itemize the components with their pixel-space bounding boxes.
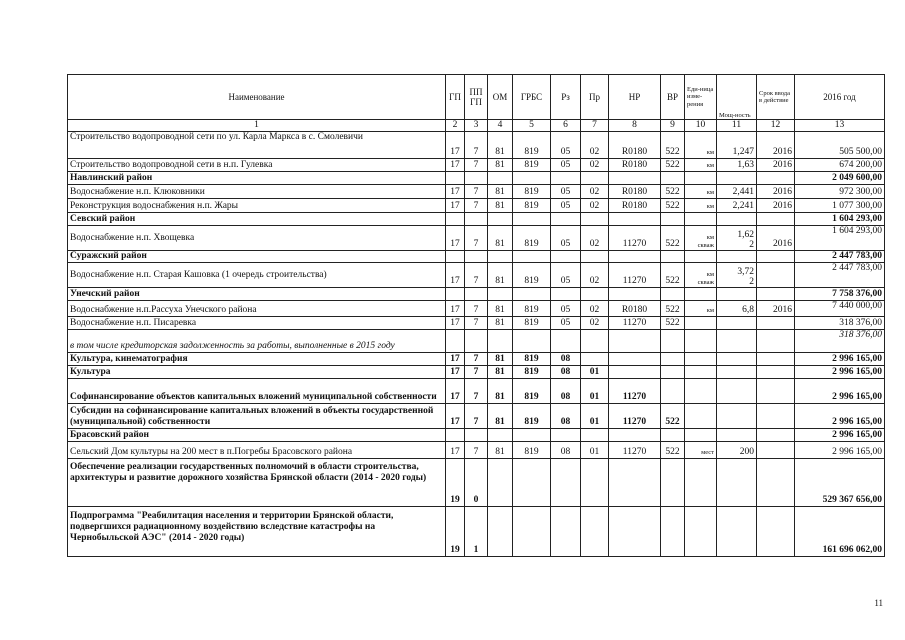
cell-rz: 05 — [551, 159, 581, 172]
district-row — [68, 429, 885, 442]
cell-sum: 505 500,00 — [795, 132, 885, 159]
cell-unit: км — [685, 185, 717, 199]
col-number: 8 — [609, 120, 661, 132]
cell-nr: R0180 — [609, 159, 661, 172]
row-name: Водоснабжение н.п. Хвощевка — [68, 226, 446, 251]
cell-om: 81 — [488, 159, 513, 172]
cell-vr: 522 — [661, 263, 685, 288]
cell-pr: 02 — [581, 159, 609, 172]
cell-sum: 972 300,00 — [795, 185, 885, 199]
header-grbs: ГРБС — [513, 75, 551, 120]
cell-rz: 08 — [551, 442, 581, 459]
row-name: Водоснабжение н.п.Рассуха Унечского района — [68, 301, 446, 317]
cell-sum: 1 604 293,00 — [795, 226, 885, 251]
cell-om: 81 — [488, 366, 513, 379]
header-vr: ВР — [661, 75, 685, 120]
cell-gp: 17 — [446, 442, 465, 459]
cell-gp: 17 — [446, 301, 465, 317]
cell-unit: мест — [685, 442, 717, 459]
cell-sum: 318 376,00 — [795, 317, 885, 330]
cell-ppgp: 7 — [465, 353, 488, 366]
cell-om: 81 — [488, 379, 513, 404]
cell-nr: R0180 — [609, 301, 661, 317]
district-sum: 2 996 165,00 — [795, 429, 885, 442]
cell-om: 81 — [488, 226, 513, 251]
cell-gp: 17 — [446, 199, 465, 213]
cell-vr: 522 — [661, 159, 685, 172]
col-number: 6 — [551, 120, 581, 132]
cell-term: 2016 — [757, 301, 795, 317]
cell-sum: 674 200,00 — [795, 159, 885, 172]
header-term: Срок ввода в действие — [757, 75, 795, 120]
cell-om: 81 — [488, 185, 513, 199]
cell-ppgp: 7 — [465, 132, 488, 159]
cell-om: 81 — [488, 353, 513, 366]
cell-sum: 2 996 165,00 — [795, 442, 885, 459]
cell-grbs: 819 — [513, 199, 551, 213]
header-row — [68, 75, 885, 120]
unit-line: скваж — [697, 279, 714, 286]
col-number: 13 — [795, 120, 885, 132]
section-row — [68, 379, 885, 404]
cell-gp: 17 — [446, 366, 465, 379]
header-nr: НР — [609, 75, 661, 120]
district-row — [68, 172, 885, 185]
cell-pr: 02 — [581, 317, 609, 330]
page-number: 11 — [874, 598, 883, 608]
cell-om: 81 — [488, 199, 513, 213]
district-row — [68, 251, 885, 263]
cell-gp: 17 — [446, 226, 465, 251]
row-name: Культура, кинематография — [68, 353, 446, 366]
power-line: 2 — [749, 277, 754, 287]
unit-line: км — [706, 234, 714, 241]
row-name: Подпрограмма "Реабилитация населения и территории Брянской области, подвергшихся радиационному воздействию вследствие катастрофы на Чернобыльской АЭС" (2014 - 2020 годы) — [68, 507, 446, 557]
col-number: 5 — [513, 120, 551, 132]
district-sum: 2 447 783,00 — [795, 251, 885, 263]
cell-grbs: 819 — [513, 159, 551, 172]
cell-rz: 08 — [551, 404, 581, 429]
cell-om: 81 — [488, 442, 513, 459]
district-sum: 7 758 376,00 — [795, 288, 885, 301]
cell-rz: 05 — [551, 132, 581, 159]
cell-power: 1,247 — [717, 132, 757, 159]
cell-sum: 2 447 783,00 — [795, 263, 885, 288]
cell-grbs: 819 — [513, 404, 551, 429]
power-line: 1,62 — [737, 230, 754, 240]
district-name: Навлинский район — [68, 172, 446, 185]
row-name: Водоснабжение н.п. Старая Кашовка (1 очередь строительства) — [68, 263, 446, 288]
row-name: Строительство водопроводной сети по ул. Карла Маркса в с. Смолевичи — [68, 132, 446, 159]
cell-unit: км — [685, 132, 717, 159]
header-gp: ГП — [446, 75, 465, 120]
row-name: Реконструкция водоснабжения н.п. Жары — [68, 199, 446, 213]
cell-grbs: 819 — [513, 263, 551, 288]
cell-om: 81 — [488, 301, 513, 317]
cell-grbs: 819 — [513, 132, 551, 159]
cell-nr: 11270 — [609, 263, 661, 288]
col-number: 10 — [685, 120, 717, 132]
cell-unit — [685, 226, 717, 251]
cell-grbs: 819 — [513, 317, 551, 330]
cell-vr: 522 — [661, 404, 685, 429]
header-power: Мощ-ность — [717, 75, 757, 120]
cell-om: 81 — [488, 263, 513, 288]
cell-unit: км — [685, 301, 717, 317]
col-number: 4 — [488, 120, 513, 132]
header-name: Наименование — [68, 75, 446, 120]
cell-vr: 522 — [661, 185, 685, 199]
cell-nr: 11270 — [609, 379, 661, 404]
cell-ppgp: 7 — [465, 226, 488, 251]
cell-pr: 02 — [581, 185, 609, 199]
cell-ppgp: 1 — [465, 507, 488, 557]
district-name: Брасовский район — [68, 429, 446, 442]
table-row — [68, 199, 885, 213]
cell-pr: 02 — [581, 199, 609, 213]
cell-pr: 01 — [581, 442, 609, 459]
table-row — [68, 185, 885, 199]
cell-gp: 19 — [446, 507, 465, 557]
cell-gp: 17 — [446, 263, 465, 288]
header-unit: Еди-ница изме-рения — [685, 75, 717, 120]
table-row — [68, 263, 885, 288]
cell-nr: R0180 — [609, 199, 661, 213]
cell-nr: 11270 — [609, 404, 661, 429]
cell-gp: 17 — [446, 185, 465, 199]
cell-rz: 05 — [551, 226, 581, 251]
cell-gp: 17 — [446, 132, 465, 159]
cell-vr: 522 — [661, 442, 685, 459]
power-line: 3,72 — [737, 267, 754, 277]
row-name: Субсидии на софинансирование капитальных вложений в объекты государственной (муниципальной) собственности — [68, 404, 446, 429]
cell-ppgp: 7 — [465, 366, 488, 379]
cell-sum: 7 440 000,00 — [795, 301, 885, 317]
cell-om: 81 — [488, 132, 513, 159]
cell-gp: 17 — [446, 379, 465, 404]
row-name: Водоснабжение н.п. Клюковники — [68, 185, 446, 199]
header-rz: Рз — [551, 75, 581, 120]
row-name: Обеспечение реализации государственных полномочий в области строительства, архитектуры и развитие дорожного хозяйства Брянской области (2014 - 2020 годы) — [68, 459, 446, 507]
cell-power: 2,441 — [717, 185, 757, 199]
cell-term: 2016 — [757, 159, 795, 172]
cell-om: 81 — [488, 404, 513, 429]
header-pr: Пр — [581, 75, 609, 120]
cell-rz: 05 — [551, 263, 581, 288]
district-row — [68, 213, 885, 226]
cell-power — [717, 263, 757, 288]
row-name: Софинансирование объектов капитальных вложений муниципальной собственности — [68, 379, 446, 404]
district-sum: 2 049 600,00 — [795, 172, 885, 185]
section-row — [68, 353, 885, 366]
district-name: Унечский район — [68, 288, 446, 301]
row-name: Строительство водопроводной сети в н.п. Гулевка — [68, 159, 446, 172]
cell-pr: 01 — [581, 404, 609, 429]
cell-sum: 529 367 656,00 — [795, 459, 885, 507]
cell-pr: 02 — [581, 263, 609, 288]
cell-ppgp: 7 — [465, 404, 488, 429]
table-row — [68, 301, 885, 317]
cell-term: 2016 — [757, 226, 795, 251]
cell-grbs: 819 — [513, 226, 551, 251]
col-number: 1 — [68, 120, 446, 132]
cell-rz: 08 — [551, 353, 581, 366]
row-name: Водоснабжение н.п. Писаревка — [68, 317, 446, 330]
cell-vr: 522 — [661, 317, 685, 330]
cell-vr: 522 — [661, 301, 685, 317]
header-year: 2016 год — [795, 75, 885, 120]
cell-pr: 02 — [581, 301, 609, 317]
cell-ppgp: 0 — [465, 459, 488, 507]
cell-gp: 17 — [446, 404, 465, 429]
note-text: в том числе кредиторская задолженность за работы, выполненные в 2015 году — [68, 330, 446, 353]
col-number: 3 — [465, 120, 488, 132]
district-row — [68, 288, 885, 301]
col-number: 9 — [661, 120, 685, 132]
row-name: Сельский Дом культуры на 200 мест в п.Погребы Брасовского района — [68, 442, 446, 459]
table-row — [68, 226, 885, 251]
row-name: Культура — [68, 366, 446, 379]
cell-sum: 161 696 062,00 — [795, 507, 885, 557]
header-ppgp: ППГП — [465, 75, 488, 120]
cell-nr: R0180 — [609, 132, 661, 159]
cell-power: 2,241 — [717, 199, 757, 213]
table-row — [68, 442, 885, 459]
cell-term: 2016 — [757, 185, 795, 199]
cell-sum: 2 996 165,00 — [795, 404, 885, 429]
cell-sum: 2 996 165,00 — [795, 353, 885, 366]
section-row — [68, 366, 885, 379]
budget-table — [67, 74, 885, 557]
cell-power: 6,8 — [717, 301, 757, 317]
table-row — [68, 317, 885, 330]
cell-unit: км — [685, 199, 717, 213]
cell-nr: R0180 — [609, 185, 661, 199]
table-row — [68, 159, 885, 172]
cell-pr: 01 — [581, 366, 609, 379]
cell-grbs: 819 — [513, 185, 551, 199]
cell-power: 200 — [717, 442, 757, 459]
cell-term — [757, 263, 795, 288]
cell-vr: 522 — [661, 132, 685, 159]
unit-line: скваж — [697, 242, 714, 249]
cell-rz: 05 — [551, 317, 581, 330]
cell-unit — [685, 263, 717, 288]
col-number: 7 — [581, 120, 609, 132]
cell-gp: 17 — [446, 159, 465, 172]
cell-pr: 02 — [581, 226, 609, 251]
cell-ppgp: 7 — [465, 185, 488, 199]
cell-sum: 1 077 300,00 — [795, 199, 885, 213]
cell-term: 2016 — [757, 199, 795, 213]
cell-ppgp: 7 — [465, 301, 488, 317]
cell-grbs: 819 — [513, 442, 551, 459]
district-name: Севский район — [68, 213, 446, 226]
cell-term: 2016 — [757, 132, 795, 159]
cell-ppgp: 7 — [465, 379, 488, 404]
cell-grbs: 819 — [513, 366, 551, 379]
cell-pr: 01 — [581, 379, 609, 404]
program-row — [68, 459, 885, 507]
note-sum: 318 376,00 — [795, 330, 885, 353]
col-number: 12 — [757, 120, 795, 132]
cell-nr: 11270 — [609, 442, 661, 459]
cell-rz: 05 — [551, 199, 581, 213]
cell-grbs: 819 — [513, 301, 551, 317]
cell-pr: 02 — [581, 132, 609, 159]
col-number: 11 — [717, 120, 757, 132]
cell-sum: 2 996 165,00 — [795, 366, 885, 379]
cell-ppgp: 7 — [465, 159, 488, 172]
cell-gp: 17 — [446, 317, 465, 330]
power-line: 2 — [749, 240, 754, 250]
cell-grbs: 819 — [513, 379, 551, 404]
cell-gp: 19 — [446, 459, 465, 507]
cell-rz: 05 — [551, 301, 581, 317]
note-row — [68, 330, 885, 353]
cell-unit: км — [685, 159, 717, 172]
cell-rz: 08 — [551, 366, 581, 379]
cell-ppgp: 7 — [465, 263, 488, 288]
district-name: Суражский район — [68, 251, 446, 263]
cell-sum: 2 996 165,00 — [795, 379, 885, 404]
program-row — [68, 507, 885, 557]
cell-rz: 05 — [551, 185, 581, 199]
cell-gp: 17 — [446, 353, 465, 366]
cell-power — [717, 226, 757, 251]
cell-nr: 11270 — [609, 226, 661, 251]
cell-grbs: 819 — [513, 353, 551, 366]
cell-nr: 11270 — [609, 317, 661, 330]
cell-om: 81 — [488, 317, 513, 330]
header-om: ОМ — [488, 75, 513, 120]
district-sum: 1 604 293,00 — [795, 213, 885, 226]
cell-ppgp: 7 — [465, 199, 488, 213]
cell-vr: 522 — [661, 226, 685, 251]
cell-vr: 522 — [661, 199, 685, 213]
column-number-row — [68, 120, 885, 132]
cell-rz: 08 — [551, 379, 581, 404]
cell-power: 1,63 — [717, 159, 757, 172]
table-row — [68, 132, 885, 159]
unit-line: км — [706, 271, 714, 278]
cell-ppgp: 7 — [465, 442, 488, 459]
col-number: 2 — [446, 120, 465, 132]
cell-ppgp: 7 — [465, 317, 488, 330]
section-row — [68, 404, 885, 429]
